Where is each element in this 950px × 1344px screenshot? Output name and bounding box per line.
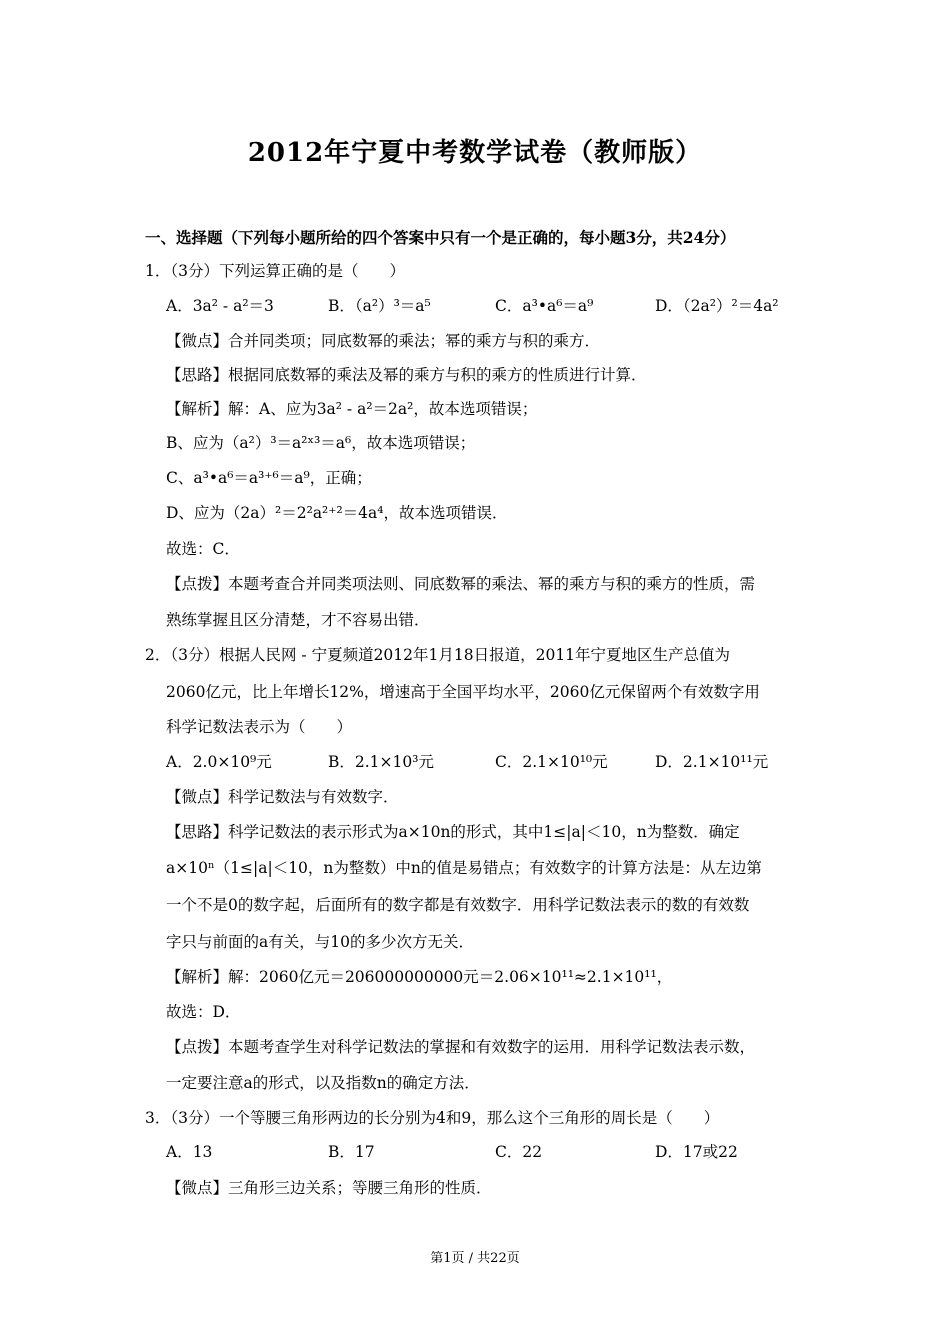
document-title: 2012年宁夏中考数学试卷（教师版） [247,138,703,168]
q2-stem-line-3: 科学记数法表示为（ ） [166,718,353,736]
q3-option-d: D．17或22 [655,1143,738,1161]
q1-answer: 故选：C． [166,540,240,558]
q1-option-d: D．（2a²）²＝4a² [655,297,779,315]
q2-stem-line-1: 2．（3分）根据人民网 ‑ 宁夏频道2012年1月18日报道，2011年宁夏地区生产总值为 [145,646,731,664]
q2-silu-line-2: a×10ⁿ（1≤|a|＜10，n为整数）中n的值是易错点；有效数字的计算方法是：从左边第 [166,859,762,877]
q3-option-a: A．13 [166,1143,213,1161]
q2-option-a: A．2.0×10⁹元 [166,753,272,771]
q2-silu-line-3: 一个不是0的数字起，后面所有的数字都是有效数字．用科学记数法表示的数的有效数 [166,896,750,914]
q1-option-b: B．（a²）³＝a⁵ [328,297,431,315]
q2-silu-line-4: 字只与前面的a有关，与10的多少次方无关． [166,933,474,951]
q2-option-c: C．2.1×10¹⁰元 [495,753,608,771]
section-heading: 一、选择题（下列每小题所给的四个答案中只有一个是正确的，每小题3分，共24分） [145,228,736,247]
q2-dianbo-line-1: 【点拨】本题考查学生对科学记数法的掌握和有效数字的运用．用科学记数法表示数， [166,1038,756,1056]
q2-option-d: D．2.1×10¹¹元 [655,753,769,771]
q2-jiexi: 【解析】解：2060亿元＝206000000000元＝2.06×10¹¹≈2.1×10¹¹， [166,968,673,986]
q1-dianbo-line-2: 熟练掌握且区分清楚，才不容易出错． [166,611,430,629]
q1-option-a: A．3a² ‑ a²＝3 [166,297,274,315]
q1-weidian: 【微点】合并同类项；同底数幂的乘法；幂的乘方与积的乘方． [166,332,601,350]
page-footer: 第1页 / 共22页 [430,1251,520,1266]
q2-answer: 故选：D． [166,1003,241,1021]
q3-weidian: 【微点】三角形三边关系；等腰三角形的性质． [166,1179,492,1197]
q1-jiexi-line-1: 【解析】解：A、应为3a² ‑ a²＝2a²，故本选项错误； [166,400,538,418]
q2-dianbo-line-2: 一定要注意a的形式，以及指数n的确定方法． [166,1074,480,1092]
q1-jiexi-line-4: D、应为（2a）²＝2²a²⁺²＝4a⁴，故本选项错误． [166,504,508,522]
q1-jiexi-line-3: C、a³•a⁶＝a³⁺⁶＝a⁹，正确； [166,469,372,487]
q2-option-b: B．2.1×10³元 [328,753,434,771]
q2-stem-line-2: 2060亿元，比上年增长12%，增速高于全国平均水平，2060亿元保留两个有效数字用 [166,683,760,701]
q1-jiexi-line-2: B、应为（a²）³＝a²ˣ³＝a⁶，故本选项错误； [166,434,476,452]
q1-dianbo-line-1: 【点拨】本题考查合并同类项法则、同底数幂的乘法、幂的乘方与积的乘方的性质，需 [166,575,756,593]
q1-stem: 1．（3分）下列运算正确的是（ ） [145,262,405,280]
q3-option-c: C．22 [495,1143,543,1161]
q3-option-b: B．17 [328,1143,375,1161]
q1-silu: 【思路】根据同底数幂的乘法及幂的乘方与积的乘方的性质进行计算． [166,366,647,384]
q2-silu-line-1: 【思路】科学记数法的表示形式为a×10n的形式，其中1≤|a|＜10，n为整数．确定 [166,823,740,841]
q3-stem: 3．（3分）一个等腰三角形两边的长分别为4和9，那么这个三角形的周长是（ ） [145,1109,720,1127]
q2-weidian: 【微点】科学记数法与有效数字． [166,788,399,806]
q1-option-c: C．a³•a⁶＝a⁹ [495,297,594,315]
